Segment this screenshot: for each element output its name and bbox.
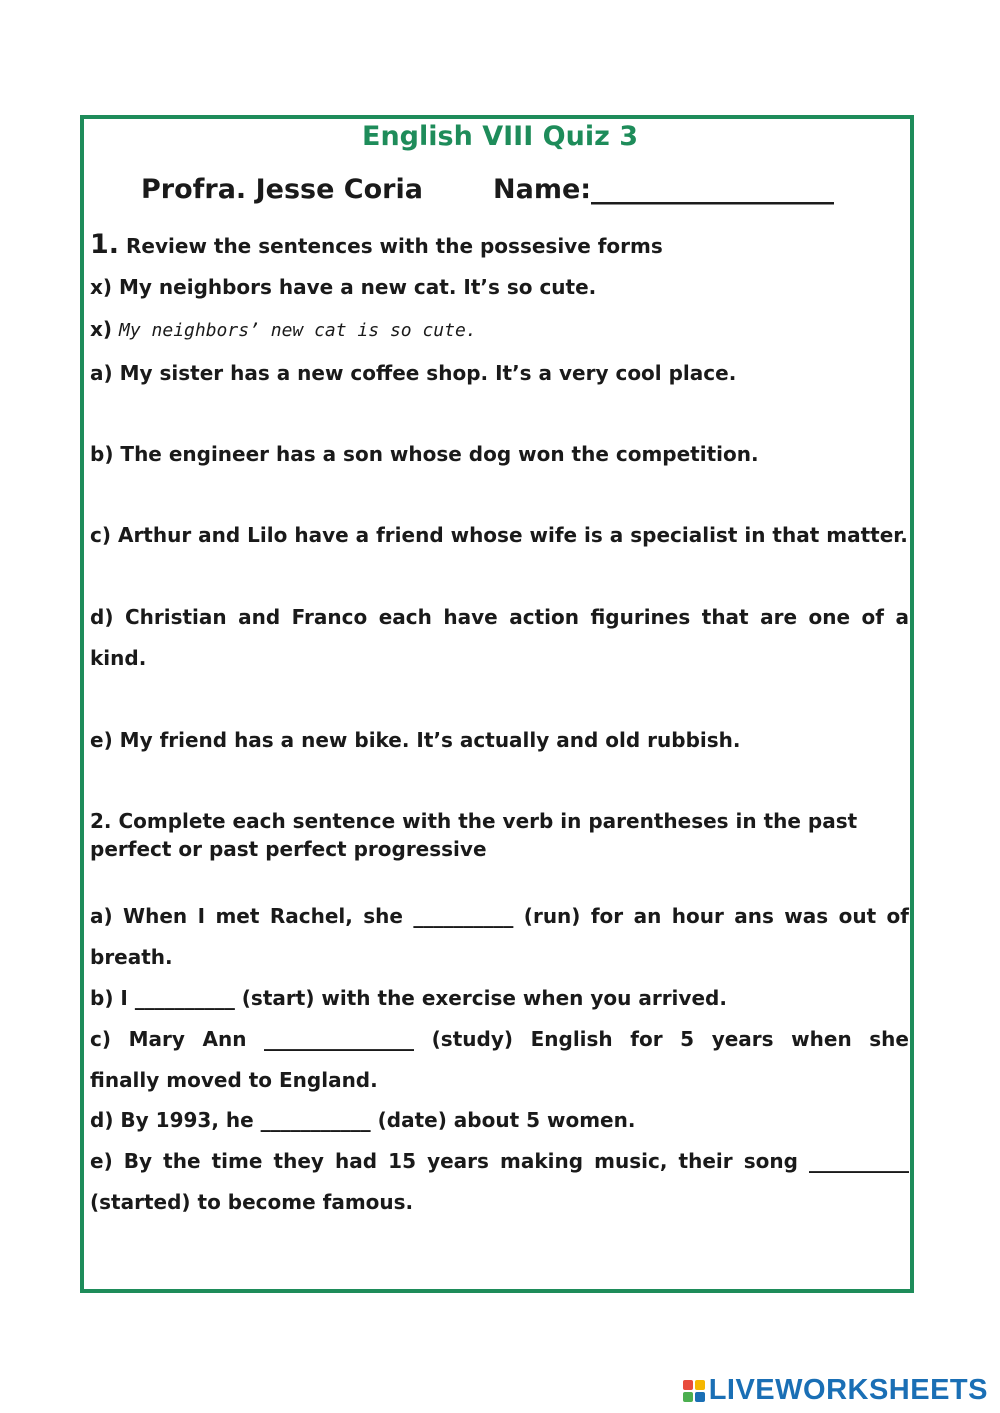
section2-instruction-line1: 2. Complete each sentence with the verb in parentheses in the past bbox=[90, 809, 858, 833]
question2-a-line1[interactable]: a) When I met Rachel, she __________ (run) for an hour ans was out of bbox=[90, 904, 909, 928]
question1-d-line1: d) Christian and Franco each have action figurines that are one of a bbox=[90, 605, 909, 629]
question2-e-line2: (started) to become famous. bbox=[90, 1190, 414, 1214]
question1-e: e) My friend has a new bike. It’s actually and old rubbish. bbox=[90, 728, 741, 752]
example-answer-label: x) bbox=[90, 317, 113, 341]
liveworksheets-logo-icon bbox=[683, 1380, 705, 1402]
question1-a: a) My sister has a new coffee shop. It’s a very cool place. bbox=[90, 361, 737, 385]
section2-instruction-line2: perfect or past perfect progressive bbox=[90, 837, 487, 861]
example-answer-line bbox=[90, 317, 477, 341]
question1-d-line2: kind. bbox=[90, 646, 147, 670]
question2-c-line2: finally moved to England. bbox=[90, 1068, 378, 1092]
teacher-name: Profra. Jesse Coria bbox=[141, 174, 423, 205]
question2-e-line1[interactable]: e) By the time they had 15 years making music, their song __________ bbox=[90, 1149, 909, 1173]
question2-d[interactable]: d) By 1993, he ___________ (date) about 5 women. bbox=[90, 1108, 636, 1132]
section1-number: 1. bbox=[90, 229, 120, 260]
question2-a-line2: breath. bbox=[90, 945, 173, 969]
question2-b[interactable]: b) I __________ (start) with the exercise when you arrived. bbox=[90, 986, 727, 1010]
section1-instruction: Review the sentences with the possesive forms bbox=[126, 234, 663, 258]
liveworksheets-brand: LIVEWORKSHEETS bbox=[708, 1374, 988, 1406]
liveworksheets-footer bbox=[683, 1374, 988, 1407]
student-name-field[interactable]: Name:__________________ bbox=[493, 174, 835, 205]
example-prompt: x) My neighbors have a new cat. It’s so cute. bbox=[90, 275, 597, 299]
question1-b: b) The engineer has a son whose dog won the competition. bbox=[90, 442, 759, 466]
question1-c: c) Arthur and Lilo have a friend whose wife is a specialist in that matter. bbox=[90, 523, 908, 547]
worksheet-title: English VIII Quiz 3 bbox=[362, 121, 638, 152]
example-answer: My neighbors’ new cat is so cute. bbox=[119, 320, 477, 341]
section1-heading bbox=[90, 229, 663, 260]
question2-c-line1[interactable]: c) Mary Ann _______________ (study) English for 5 years when she bbox=[90, 1027, 909, 1051]
